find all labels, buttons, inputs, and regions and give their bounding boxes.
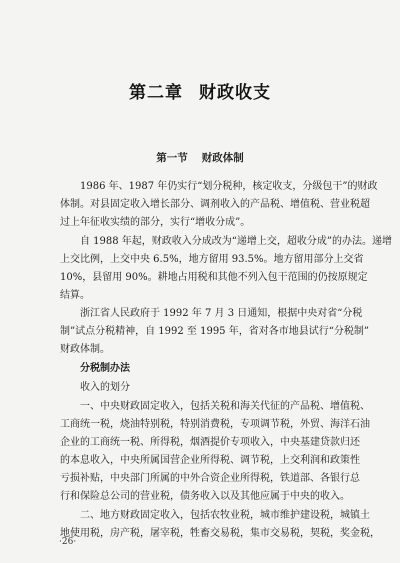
body-line: 二、地方财政固定收入，包括农牧业税，城市维护建设税，城镇土: [80, 510, 370, 521]
chapter-title: 财政收支: [199, 83, 271, 103]
subheading: 收入的划分: [80, 382, 130, 393]
body-line: 制”试点分税精神，自 1992 至 1995 年，省对各市地县试行“分税制”: [60, 326, 369, 337]
body-line: 体制。对县固定收入增长部分、调剂收入的产品税、增值税、营业税超: [60, 199, 370, 210]
chapter-heading: [0, 78, 400, 103]
body-line: 工商统一税，烧油特别税，特别消费税，专项调节税，外贸、海洋石油: [60, 419, 370, 430]
section-title: 财政体制: [201, 152, 244, 164]
subheading: 分税制办法: [80, 363, 130, 374]
body-line: 财政体制。: [60, 344, 110, 355]
section-heading: [0, 150, 400, 165]
body-line: 亏损补贴，中央部门所属的中外合资企业所得税，铁道部、各银行总: [60, 473, 360, 484]
body-line: 的本息收入，中央所属国营企业所得税、调节税，上交利润和政策性: [60, 455, 360, 466]
body-line: 企业的工商统一税、所得税，烟酒提价专项收入，中央基建贷款归还: [60, 437, 360, 448]
page-number: ·26·: [59, 537, 77, 547]
body-line: 1986 年、1987 年仍实行“划分税种，核定收支，分级包干”的财政: [80, 181, 378, 192]
body-line: 地使用税，房产税，屠宰税，牲畜交易税，集市交易税，契税，奖金税，: [60, 528, 380, 539]
section-number: 第一节: [156, 152, 188, 164]
body-line: 结算。: [60, 290, 90, 301]
body-line: 一、中央财政固定收入，包括关税和海关代征的产品税、增值税、: [80, 401, 370, 412]
body-line: 行和保险总公司的营业税，债务收入以及其他应属于中央的收入。: [60, 491, 350, 502]
body-line: 10%，县留用 90%。耕地占用税和其他不列入包干范围的仍按原规定: [60, 272, 368, 283]
body-line: 自 1988 年起，财政收入分成改为“递增上交，超收分成”的办法。递增: [80, 236, 393, 247]
chapter-number: 第二章: [129, 83, 183, 103]
body-line: 浙江省人民政府于 1992 年 7 月 3 日通知，根据中央对省“分税: [80, 308, 363, 319]
body-line: 过上年征收实绩的部分，实行“增收分成”。: [60, 217, 251, 228]
body-line: 上交比例，上交中央 6.5%，地方留用 93.5%。地方留用部分上交省: [60, 254, 364, 265]
